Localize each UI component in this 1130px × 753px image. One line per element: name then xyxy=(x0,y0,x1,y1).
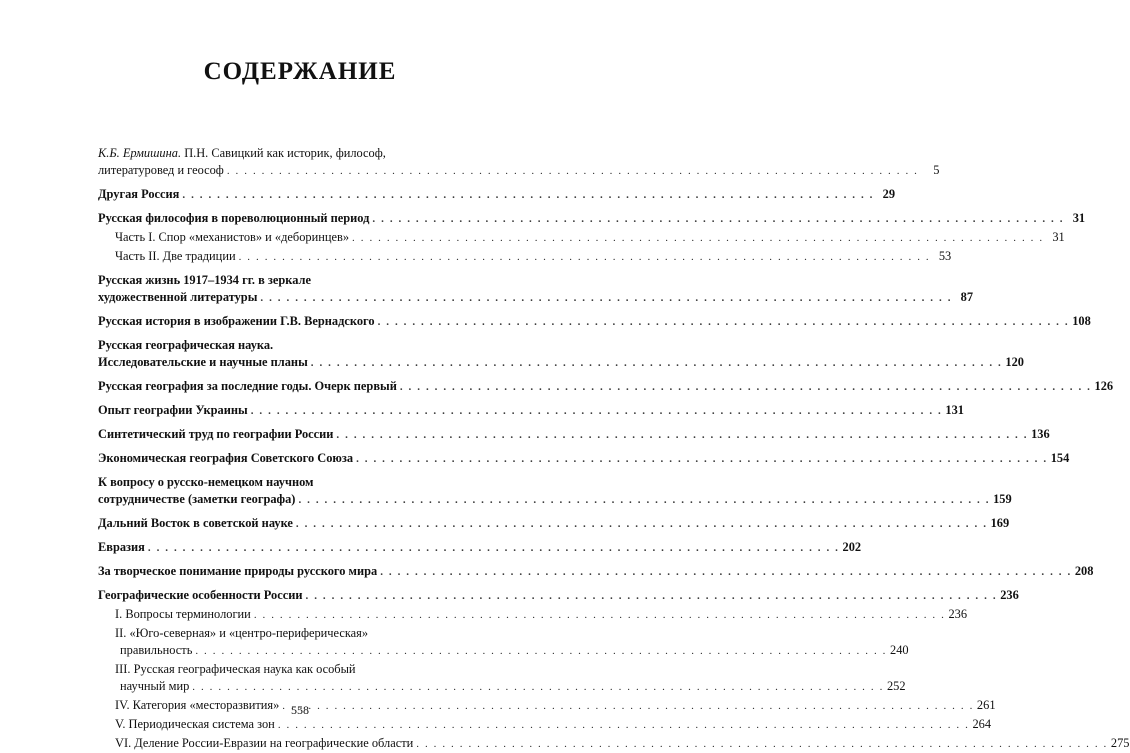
dot-leader xyxy=(311,355,1003,372)
toc-entry[interactable] xyxy=(98,474,1012,509)
dot-leader xyxy=(380,564,1072,581)
toc-entry[interactable] xyxy=(98,402,964,420)
toc-entry-page: 275 xyxy=(1110,736,1130,750)
toc-entry-title: сотрудничестве (заметки географа) xyxy=(98,492,296,506)
dot-leader xyxy=(260,290,952,307)
dot-leader xyxy=(195,643,887,660)
dot-leader xyxy=(356,451,1048,468)
toc-entry-page: 169 xyxy=(990,516,1010,530)
toc-entry-title: Часть II. Две традиции xyxy=(115,249,236,263)
toc-entry-page: 240 xyxy=(890,643,909,657)
dot-leader xyxy=(306,588,998,605)
page-title: СОДЕРЖАНИЕ xyxy=(203,58,397,85)
dot-leader xyxy=(296,516,988,533)
dot-leader xyxy=(416,736,1108,753)
toc-entry-page: 264 xyxy=(972,717,992,731)
toc-entry[interactable] xyxy=(98,337,1024,372)
toc-entry[interactable] xyxy=(98,515,1010,533)
toc-entry-page: 154 xyxy=(1050,451,1070,465)
toc-entry-title-line1: К вопросу о русско-немецком научном xyxy=(98,475,314,489)
dot-leader xyxy=(251,403,943,420)
dot-leader xyxy=(372,211,1064,228)
toc-entry-page: 108 xyxy=(1072,314,1091,328)
toc-entry-title-line1: Русская жизнь 1917–1934 гг. в зеркале xyxy=(98,273,311,287)
dot-leader xyxy=(352,230,1044,247)
toc-subentry[interactable] xyxy=(98,248,952,266)
toc-subentry[interactable] xyxy=(98,716,992,734)
toc-entry-title: Синтетический труд по географии России xyxy=(98,427,334,441)
toc-entry-title-line1: Русская географическая наука. xyxy=(98,338,274,352)
table-of-contents xyxy=(98,145,1130,753)
toc-entry-page: 31 xyxy=(1052,230,1065,244)
toc-entry-page: 120 xyxy=(1005,355,1024,369)
toc-entry[interactable] xyxy=(98,313,1091,331)
toc-subentry[interactable] xyxy=(98,625,909,660)
toc-entry-title: Исследовательские и научные планы xyxy=(98,355,308,369)
toc-entry-title: литературовед и геософ xyxy=(98,163,224,177)
dot-leader xyxy=(192,679,884,696)
toc-entry[interactable] xyxy=(98,272,974,307)
dot-leader xyxy=(298,492,990,509)
toc-entry-page: 53 xyxy=(938,249,952,263)
toc-entry-title: IV. Категория «месторазвития» xyxy=(115,698,280,712)
toc-entry[interactable] xyxy=(98,186,896,204)
dot-leader xyxy=(278,717,970,734)
toc-entry-page: 236 xyxy=(948,607,968,621)
toc-entry-page: 252 xyxy=(886,679,906,693)
toc-entry-title: I. Вопросы терминологии xyxy=(115,607,251,621)
toc-entry-line1 xyxy=(98,145,496,162)
toc-entry[interactable] xyxy=(98,426,1050,444)
toc-entry-title: V. Периодическая система зон xyxy=(115,717,275,731)
toc-entry-page: 261 xyxy=(976,698,996,712)
dot-leader xyxy=(400,379,1092,396)
toc-entry[interactable] xyxy=(98,587,1019,605)
toc-entry-page: 31 xyxy=(1072,211,1086,225)
toc-entry-title: Другая Россия xyxy=(98,187,180,201)
toc-entry-title: Экономическая география Советского Союза xyxy=(98,451,354,465)
dot-leader xyxy=(378,314,1070,331)
toc-entry[interactable] xyxy=(98,210,1086,228)
toc-entry-page: 29 xyxy=(882,187,896,201)
toc-entry-title: Опыт географии Украины xyxy=(98,403,248,417)
toc-entry-page: 236 xyxy=(1000,588,1019,602)
toc-subentry[interactable] xyxy=(98,735,1130,753)
toc-entry-title: Часть I. Спор «механистов» и «деборинцев» xyxy=(115,230,350,244)
toc-entry[interactable] xyxy=(98,378,1114,396)
dot-leader xyxy=(227,163,919,180)
toc-entry-page: 87 xyxy=(960,290,974,304)
dot-leader xyxy=(148,540,840,557)
toc-entry-title: Географические особенности России xyxy=(98,588,303,602)
toc-entry-title-line1: II. «Юго-северная» и «центро-периферическая» xyxy=(115,626,369,640)
toc-subentry[interactable] xyxy=(98,606,968,624)
toc-entry-page: 5 xyxy=(933,163,940,177)
toc-entry-page: 126 xyxy=(1094,379,1114,393)
toc-entry-page: 131 xyxy=(945,403,964,417)
toc-entry-author: К.Б. Ермишина. xyxy=(98,146,182,160)
dot-leader xyxy=(254,607,946,624)
toc-entry-title-line1: П.Н. Савицкий как историк, философ, xyxy=(184,146,386,160)
toc-entry-page: 208 xyxy=(1074,564,1094,578)
toc-entry-title: VI. Деление России-Евразии на географические области xyxy=(115,736,414,750)
toc-entry-title: За творческое понимание природы русского мира xyxy=(98,564,378,578)
toc-entry-page: 159 xyxy=(993,492,1012,506)
toc-entry[interactable] xyxy=(98,539,862,557)
toc-entry-page: 202 xyxy=(842,540,862,554)
toc-subentry[interactable] xyxy=(98,229,1065,247)
toc-entry-title: художественной литературы xyxy=(98,290,258,304)
toc-entry-page: 136 xyxy=(1031,427,1050,441)
dot-leader xyxy=(336,427,1028,444)
toc-entry-title: правильность xyxy=(120,643,193,657)
dot-leader xyxy=(182,187,874,204)
toc-subentry[interactable] xyxy=(98,661,906,696)
page-number: 558 xyxy=(291,703,309,717)
toc-entry[interactable] xyxy=(98,450,1070,468)
toc-entry-title-line1: III. Русская географическая наука как особый xyxy=(115,662,356,676)
toc-entry-title: Евразия xyxy=(98,540,145,554)
dot-leader xyxy=(239,249,931,266)
toc-entry-title: Русская философия в пореволюционный период xyxy=(98,211,370,225)
toc-entry[interactable] xyxy=(98,563,1094,581)
toc-entry-title: Русская история в изображении Г.В. Вернадского xyxy=(98,314,375,328)
toc-entry-intro[interactable] xyxy=(98,145,940,180)
toc-entry-title: Дальний Восток в советской науке xyxy=(98,516,293,530)
toc-entry-title: Русская география за последние годы. Очерк первый xyxy=(98,379,397,393)
toc-entry-title: научный мир xyxy=(120,679,190,693)
